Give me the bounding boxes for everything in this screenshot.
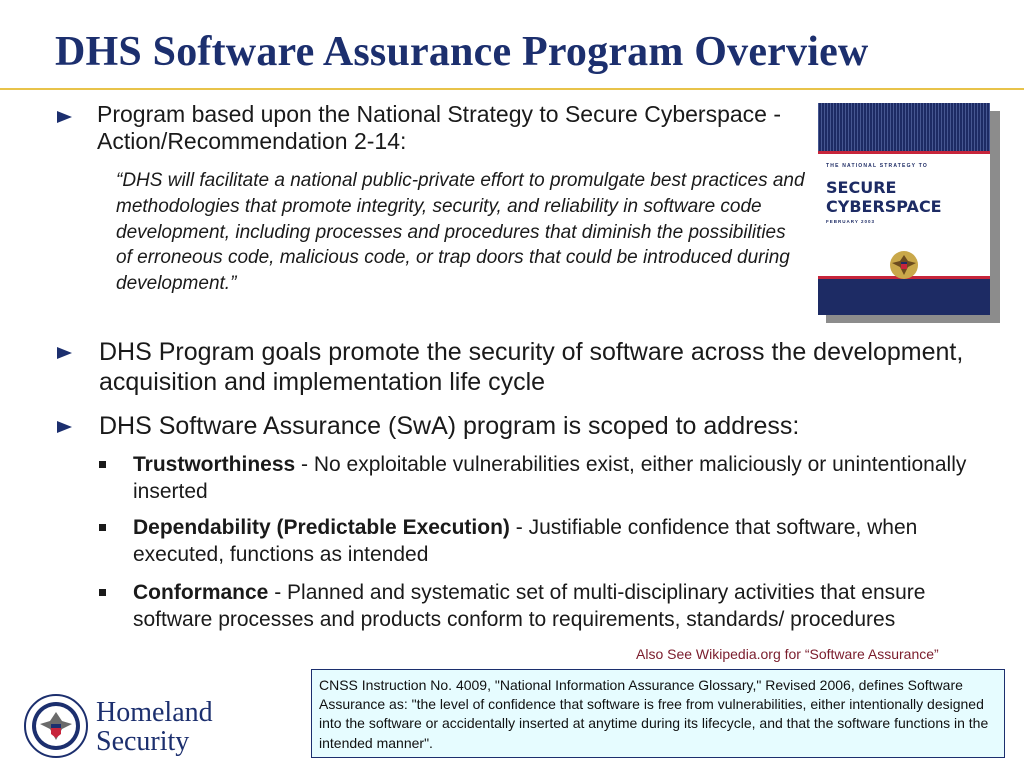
sub-item-term: Dependability (Predictable Execution): [133, 516, 510, 539]
bullet-1-text: Program based upon the National Strategy to Secure Cyberspace - Action/Recommendation 2-14:: [97, 101, 781, 154]
cnss-definition-box: CNSS Instruction No. 4009, "National Information Assurance Glossary," Revised 2006, defines Software Assurance as: "the level of confidence that software is free from vulnerabilities, either intentionally designed into the software or accidentally inserted at anytime during its lifecycle, and that the software functions in the intended manner".: [311, 669, 1005, 758]
wikipedia-note: Also See Wikipedia.org for “Software Assurance”: [636, 646, 939, 662]
strategy-quote: “DHS will facilitate a national public-private effort to promulgate best practices and methodologies that promote integrity, security, and reliability in software code development, including processes and procedures that diminish the possibilities of erroneous code, malicious code, or trap doors that could be introduced during development.”: [116, 170, 805, 295]
cover-date: FEBRUARY 2003: [826, 219, 876, 224]
sub-item-trustworthiness: [133, 452, 993, 505]
sub-item-desc: - Planned and systematic set of multi-disciplinary activities that ensure software processes and products conform to requirements, standards/ procedures: [133, 581, 926, 631]
sub-item-desc: - Justifiable confidence that software, when executed, functions as intended: [133, 516, 918, 566]
square-bullet-icon: [99, 589, 106, 596]
square-bullet-icon: [99, 524, 106, 531]
dhs-seal-icon: [24, 694, 88, 758]
slide-title: DHS Software Assurance Program Overview: [55, 29, 869, 75]
sub-item-conformance: [133, 580, 993, 633]
logo-line2: Security: [96, 726, 190, 757]
strategy-cover-image: [818, 103, 990, 315]
bullet-arrow-icon: [57, 111, 72, 123]
homeland-security-logo: [96, 698, 213, 756]
title-divider: [0, 88, 1024, 90]
eagle-seal-icon: [888, 249, 920, 281]
cover-pattern: [818, 103, 990, 151]
sub-item-term: Trustworthiness: [133, 453, 296, 476]
cover-title-line1: SECURE: [826, 178, 897, 197]
bullet-arrow-icon: [57, 421, 72, 433]
cover-title: [826, 178, 942, 216]
logo-line1: Homeland: [96, 697, 213, 728]
bullet-arrow-icon: [57, 347, 72, 359]
cover-subtitle: THE NATIONAL STRATEGY TO: [826, 163, 928, 169]
sub-item-desc: - No exploitable vulnerabilities exist, either maliciously or unintentionally inserted: [133, 453, 967, 503]
sub-item-dependability: [133, 515, 993, 568]
bullet-2-text: DHS Program goals promote the security of software across the development, acquisition and implementation life cycle: [99, 338, 964, 396]
bullet-3-text: DHS Software Assurance (SwA) program is scoped to address:: [99, 412, 800, 440]
cover-title-line2: CYBERSPACE: [826, 197, 942, 216]
sub-item-term: Conformance: [133, 581, 269, 604]
square-bullet-icon: [99, 461, 106, 468]
